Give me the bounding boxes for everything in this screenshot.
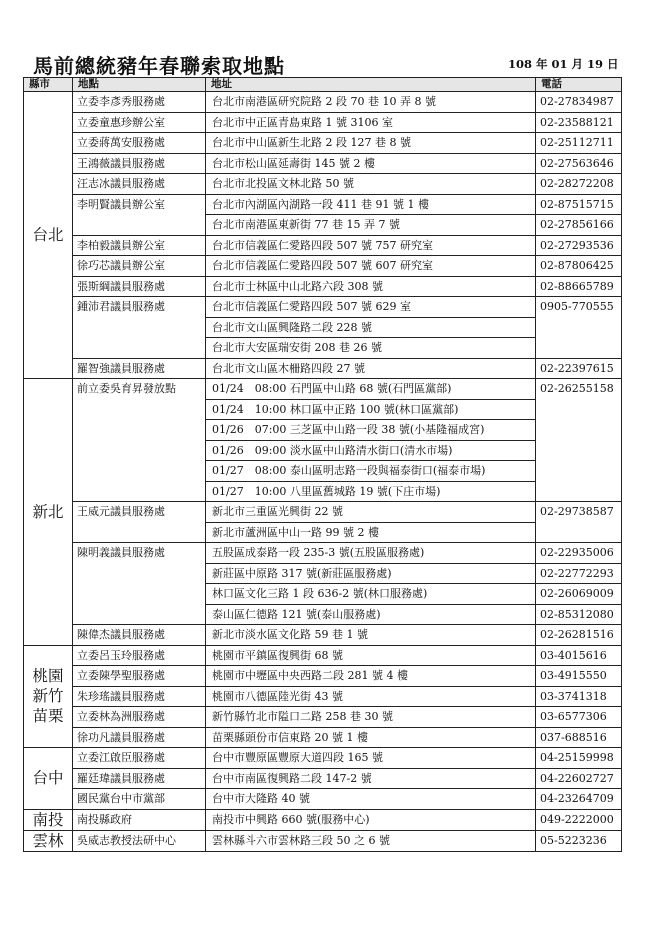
place-cell: 李柏毅議員辦公室 <box>73 235 206 256</box>
address-cell: 泰山區仁德路 121 號(泰山服務處) <box>206 604 536 625</box>
table-row <box>24 748 622 769</box>
phone-cell: 02-27293536 <box>536 235 622 256</box>
phone-cell: 03-6577306 <box>536 707 622 728</box>
table-row <box>24 112 622 133</box>
place-cell: 南投縣政府 <box>73 809 206 830</box>
place-cell: 前立委吳育昇發放點 <box>73 379 206 502</box>
address-cell: 台北市中正區青島東路 1 號 3106 室 <box>206 112 536 133</box>
county-cell: 台北 <box>24 92 73 379</box>
page-title: 馬前總統豬年春聯索取地點 <box>33 54 285 78</box>
place-cell: 立委江啟臣服務處 <box>73 748 206 769</box>
place-cell: 王威元議員服務處 <box>73 502 206 543</box>
table-row <box>24 297 622 318</box>
header-county: 縣市 <box>24 78 73 92</box>
address-cell: 台北市北投區文林北路 50 號 <box>206 174 536 195</box>
address-cell: 01/26 09:00 淡水區中山路清水街口(清水市場) <box>206 440 536 461</box>
phone-cell: 03-4015616 <box>536 645 622 666</box>
place-cell: 張斯綱議員服務處 <box>73 276 206 297</box>
place-cell: 立委林為洲服務處 <box>73 707 206 728</box>
address-cell: 新北市淡水區文化路 59 巷 1 號 <box>206 625 536 646</box>
phone-cell: 02-23588121 <box>536 112 622 133</box>
table-row <box>24 727 622 748</box>
place-cell: 羅智強議員服務處 <box>73 358 206 379</box>
address-cell: 台北市信義區仁愛路四段 507 號 607 研究室 <box>206 256 536 277</box>
document-date: 108 年 01 月 19 日 <box>508 57 619 71</box>
address-cell: 五股區成泰路一段 235-3 號(五股區服務處) <box>206 543 536 564</box>
place-cell: 陳明義議員服務處 <box>73 543 206 625</box>
place-cell: 立委蔣萬安服務處 <box>73 133 206 154</box>
county-cell: 桃園 新竹 苗栗 <box>24 645 73 748</box>
phone-cell: 02-26281516 <box>536 625 622 646</box>
address-cell: 台北市士林區中山北路六段 308 號 <box>206 276 536 297</box>
address-cell: 新竹縣竹北市隘口二路 258 巷 30 號 <box>206 707 536 728</box>
table-row <box>24 92 622 113</box>
county-cell: 新北 <box>24 379 73 646</box>
place-cell: 朱珍瑤議員服務處 <box>73 686 206 707</box>
phone-cell: 02-22772293 <box>536 563 622 584</box>
phone-cell: 049-2222000 <box>536 809 622 830</box>
place-cell: 王鴻薇議員服務處 <box>73 153 206 174</box>
table-row <box>24 153 622 174</box>
address-cell: 桃園市八德區陸光街 43 號 <box>206 686 536 707</box>
table-row <box>24 809 622 830</box>
table-row <box>24 686 622 707</box>
place-cell: 立委李彥秀服務處 <box>73 92 206 113</box>
table-row <box>24 358 622 379</box>
phone-cell: 02-87515715 <box>536 194 622 215</box>
phone-cell: 04-22602727 <box>536 768 622 789</box>
table-row <box>24 645 622 666</box>
address-cell: 新莊區中原路 317 號(新莊區服務處) <box>206 563 536 584</box>
table-row <box>24 174 622 195</box>
phone-cell: 0905-770555 <box>536 297 622 359</box>
table-row <box>24 256 622 277</box>
phone-cell: 02-27834987 <box>536 92 622 113</box>
address-cell: 新北市三重區光興街 22 號 <box>206 502 536 523</box>
place-cell: 李明賢議員辦公室 <box>73 194 206 235</box>
address-cell: 桃園市平鎮區復興街 68 號 <box>206 645 536 666</box>
address-cell: 台北市南港區東新街 77 巷 15 弄 7 號 <box>206 215 536 236</box>
address-cell: 台中市南區復興路二段 147-2 號 <box>206 768 536 789</box>
table-header-row <box>24 78 622 92</box>
address-cell: 01/24 10:00 林口區中正路 100 號(林口區黨部) <box>206 399 536 420</box>
phone-cell: 02-85312080 <box>536 604 622 625</box>
place-cell: 立委呂玉玲服務處 <box>73 645 206 666</box>
phone-cell: 02-28272208 <box>536 174 622 195</box>
address-cell: 台北市大安區瑞安街 208 巷 26 號 <box>206 338 536 359</box>
table-row <box>24 194 622 215</box>
county-cell: 南投 <box>24 809 73 830</box>
locations-table <box>23 77 622 852</box>
address-cell: 台北市信義區仁愛路四段 507 號 629 室 <box>206 297 536 318</box>
table-row <box>24 133 622 154</box>
phone-cell: 02-27563646 <box>536 153 622 174</box>
address-cell: 01/27 10:00 八里區舊城路 19 號(下庄市場) <box>206 481 536 502</box>
phone-cell: 02-27856166 <box>536 215 622 236</box>
table-row <box>24 235 622 256</box>
phone-cell: 03-3741318 <box>536 686 622 707</box>
place-cell: 陳偉杰議員服務處 <box>73 625 206 646</box>
phone-cell: 02-25112711 <box>536 133 622 154</box>
header-address: 地址 <box>206 78 536 92</box>
table-row <box>24 666 622 687</box>
table-body <box>24 92 622 852</box>
place-cell: 徐巧芯議員辦公室 <box>73 256 206 277</box>
table-row <box>24 707 622 728</box>
table-row <box>24 768 622 789</box>
address-cell: 雲林縣斗六市雲林路三段 50 之 6 號 <box>206 830 536 851</box>
address-cell: 01/27 08:00 泰山區明志路一段與福泰街口(福泰市場) <box>206 461 536 482</box>
address-cell: 台北市松山區延壽街 145 號 2 樓 <box>206 153 536 174</box>
phone-cell: 02-22397615 <box>536 358 622 379</box>
table-row <box>24 276 622 297</box>
address-cell: 台北市中山區新生北路 2 段 127 巷 8 號 <box>206 133 536 154</box>
address-cell: 台中市大隆路 40 號 <box>206 789 536 810</box>
place-cell: 徐功凡議員服務處 <box>73 727 206 748</box>
address-cell: 苗栗縣頭份市信東路 20 號 1 樓 <box>206 727 536 748</box>
address-cell: 台北市內湖區內湖路一段 411 巷 91 號 1 樓 <box>206 194 536 215</box>
table-row <box>24 502 622 523</box>
address-cell: 新北市蘆洲區中山一路 99 號 2 樓 <box>206 522 536 543</box>
phone-cell: 02-26069009 <box>536 584 622 605</box>
phone-cell: 02-87806425 <box>536 256 622 277</box>
table-row <box>24 625 622 646</box>
address-cell: 01/26 07:00 三芝區中山路一段 38 號(小基隆福成宮) <box>206 420 536 441</box>
address-cell: 台北市信義區仁愛路四段 507 號 757 研究室 <box>206 235 536 256</box>
address-cell: 01/24 08:00 石門區中山路 68 號(石門區黨部) <box>206 379 536 400</box>
address-cell: 台北市文山區興隆路二段 228 號 <box>206 317 536 338</box>
place-cell: 鍾沛君議員服務處 <box>73 297 206 359</box>
phone-cell: 04-25159998 <box>536 748 622 769</box>
table-row <box>24 789 622 810</box>
address-cell: 台北市南港區研究院路 2 段 70 巷 10 弄 8 號 <box>206 92 536 113</box>
place-cell: 羅廷瑋議員服務處 <box>73 768 206 789</box>
phone-cell: 02-29738587 <box>536 502 622 543</box>
table-row <box>24 830 622 851</box>
header-place: 地點 <box>73 78 206 92</box>
address-cell: 林口區文化三路 1 段 636-2 號(林口服務處) <box>206 584 536 605</box>
place-cell: 國民黨台中市黨部 <box>73 789 206 810</box>
phone-cell: 037-688516 <box>536 727 622 748</box>
place-cell: 汪志冰議員服務處 <box>73 174 206 195</box>
phone-cell: 03-4915550 <box>536 666 622 687</box>
header-phone: 電話 <box>536 78 622 92</box>
county-cell: 雲林 <box>24 830 73 851</box>
place-cell: 立委陳學聖服務處 <box>73 666 206 687</box>
phone-cell: 02-88665789 <box>536 276 622 297</box>
phone-cell: 05-5223236 <box>536 830 622 851</box>
place-cell: 立委童惠珍辦公室 <box>73 112 206 133</box>
address-cell: 南投市中興路 660 號(服務中心) <box>206 809 536 830</box>
address-cell: 桃園市中壢區中央西路二段 281 號 4 樓 <box>206 666 536 687</box>
phone-cell: 02-26255158 <box>536 379 622 502</box>
phone-cell: 02-22935006 <box>536 543 622 564</box>
address-cell: 台中市豐原區豐原大道四段 165 號 <box>206 748 536 769</box>
address-cell: 台北市文山區木柵路四段 27 號 <box>206 358 536 379</box>
county-cell: 台中 <box>24 748 73 810</box>
table-row <box>24 543 622 564</box>
phone-cell: 04-23264709 <box>536 789 622 810</box>
table-row <box>24 379 622 400</box>
place-cell: 吳威志教授法研中心 <box>73 830 206 851</box>
